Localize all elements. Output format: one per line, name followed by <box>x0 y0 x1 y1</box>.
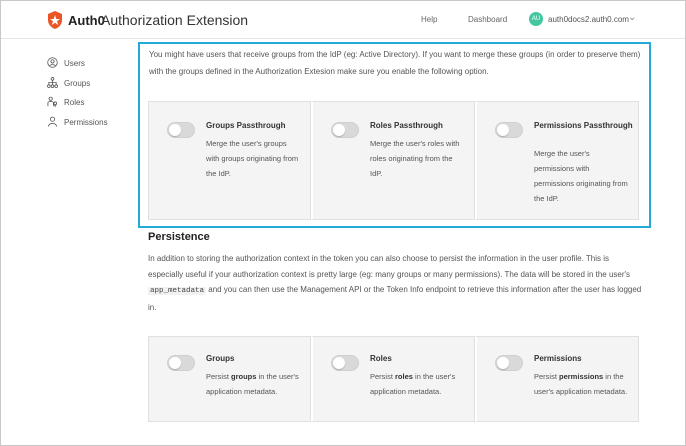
sidebar-item-permissions[interactable] <box>47 115 137 135</box>
card-description <box>534 369 630 399</box>
card-title: Permissions <box>534 354 582 363</box>
sidebar <box>47 56 137 134</box>
person-icon <box>47 116 58 127</box>
sidebar-item-label: Users <box>64 59 85 68</box>
card-title: Roles Passthrough <box>370 121 443 130</box>
sidebar-item-groups[interactable] <box>47 76 137 96</box>
user-circle-icon <box>47 57 58 68</box>
auth0-logo-icon[interactable] <box>45 10 65 30</box>
groups-hierarchy-icon <box>47 77 58 88</box>
card-title: Roles <box>370 354 392 363</box>
persistence-text-after: and you can then use the Management API or the Token Info endpoint to retrieve this information after the user has logged in. <box>148 285 642 312</box>
card-title: Groups Passthrough <box>206 121 286 130</box>
groups-passthrough-card <box>148 101 311 220</box>
persist-groups-card <box>148 336 311 422</box>
card-description: Merge the user's roles with roles originating from the IdP. <box>370 139 460 178</box>
roles-passthrough-toggle[interactable] <box>331 122 359 138</box>
passthrough-options <box>148 101 639 220</box>
avatar[interactable]: AU <box>529 12 543 26</box>
persist-groups-toggle[interactable] <box>167 355 195 371</box>
roles-icon <box>47 96 58 107</box>
card-title: Groups <box>206 354 235 363</box>
card-description <box>206 369 302 399</box>
chevron-down-icon[interactable]: ⌄ <box>628 12 637 23</box>
persist-roles-toggle[interactable] <box>331 355 359 371</box>
permissions-passthrough-toggle[interactable] <box>495 122 523 138</box>
desc-keyword: groups <box>231 372 257 381</box>
toggle-knob <box>497 124 509 136</box>
groups-passthrough-toggle[interactable] <box>167 122 195 138</box>
card-description <box>370 369 466 399</box>
passthrough-intro-text: You might have users that receive groups from the IdP (eg: Active Directory). If you want to merge these groups (in order to preserve them) with the groups defined in the Authorization Extesion make sure you enable the following option. <box>149 50 641 76</box>
desc-text: in the user's application metadata. <box>206 372 299 396</box>
sidebar-item-roles[interactable] <box>47 95 137 115</box>
desc-keyword: permissions <box>559 372 604 381</box>
sidebar-item-users[interactable] <box>47 56 137 76</box>
desc-keyword: roles <box>395 372 413 381</box>
nav-help-link[interactable]: Help <box>421 15 438 24</box>
desc-text: Persist <box>534 372 560 381</box>
app-metadata-code: app_metadata <box>150 287 205 295</box>
app-title: Authorization Extension <box>101 12 249 28</box>
sidebar-item-label: Permissions <box>64 117 108 127</box>
persist-roles-card <box>311 336 475 422</box>
permissions-passthrough-card <box>475 101 639 220</box>
desc-text: in the user's application metadata. <box>370 372 456 396</box>
card-title: Permissions Passthrough <box>534 121 633 130</box>
sidebar-item-label: Groups <box>64 78 91 88</box>
toggle-knob <box>169 124 181 136</box>
top-bar <box>1 1 685 39</box>
toggle-knob <box>333 357 345 369</box>
sidebar-item-label: Roles <box>64 98 85 107</box>
desc-text: Persist <box>206 372 232 381</box>
tenant-selector[interactable]: auth0docs2.auth0.com <box>548 15 629 24</box>
card-description: Merge the user's groups with groups originating from the IdP. <box>206 139 299 178</box>
persistence-heading: Persistence <box>148 231 210 243</box>
desc-text: Persist <box>370 372 396 381</box>
nav-dashboard-link[interactable]: Dashboard <box>468 15 508 24</box>
persistence-options <box>148 336 639 422</box>
persistence-description <box>148 251 646 315</box>
persist-permissions-card <box>475 336 639 422</box>
desc-text: in the user's application metadata. <box>534 372 628 396</box>
toggle-knob <box>169 357 181 369</box>
persistence-text-before: In addition to storing the authorization context in the token you can also choose to persist the information in the user profile. This is especially useful if your authorization context is pretty large (eg: many groups or many permissions). The data will be stored in the user's <box>148 254 631 279</box>
toggle-knob <box>497 357 509 369</box>
card-description: Merge the user's permissions with permissions originating from the IdP. <box>534 149 628 203</box>
roles-passthrough-card <box>311 101 475 220</box>
persist-permissions-toggle[interactable] <box>495 355 523 371</box>
brand-name: Auth0 <box>68 13 105 28</box>
toggle-knob <box>333 124 345 136</box>
